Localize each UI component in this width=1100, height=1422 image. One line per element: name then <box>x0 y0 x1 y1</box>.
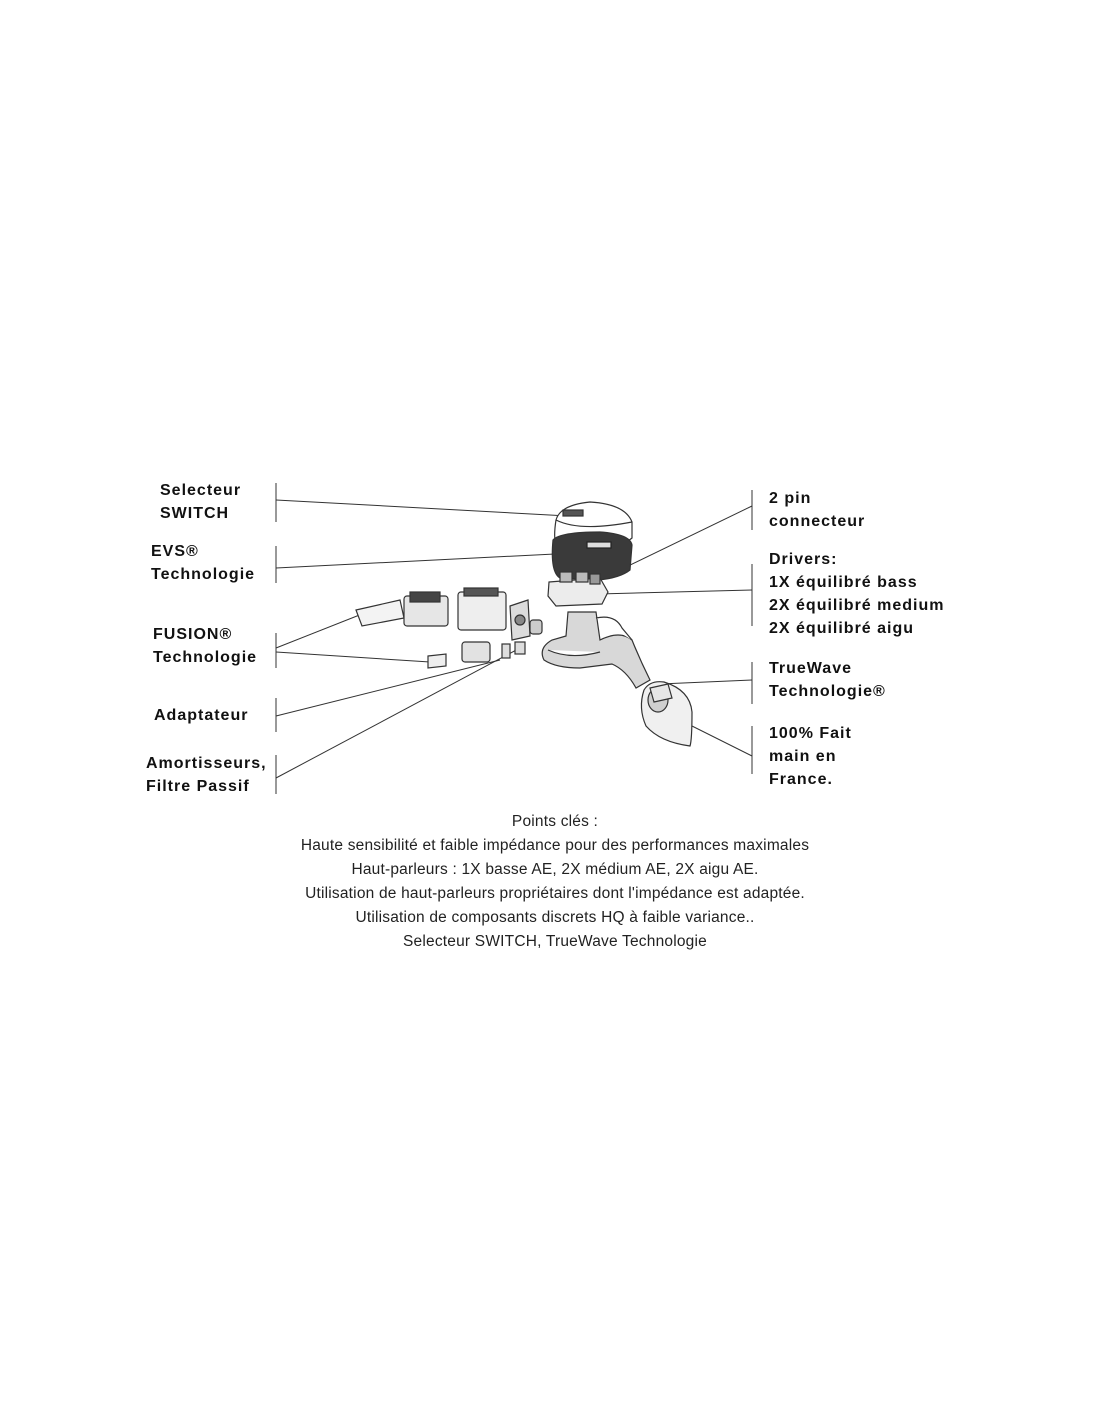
leader-truewave <box>660 680 752 684</box>
key-point-line: Selecteur SWITCH, TrueWave Technologie <box>403 933 707 950</box>
callout-fait-main-france: 100% Fait main en France. <box>769 725 852 788</box>
callout-adaptateur: Adaptateur <box>154 707 249 724</box>
leader-evs <box>276 554 555 568</box>
key-points-title: Points clés : <box>511 813 599 830</box>
callout-evs-technologie: EVS® Technologie <box>151 543 256 583</box>
key-point-line: Utilisation de haut-parleurs propriétaires dont l'impédance est adaptée. <box>305 885 805 902</box>
leader-amortisseurs <box>276 648 520 778</box>
key-point-line: Haute sensibilité et faible impédance pour des performances maximales <box>300 837 810 854</box>
switch-part <box>563 510 583 516</box>
callout-fusion-technologie: FUSION® Technologie <box>153 626 258 666</box>
fusion-module-b <box>458 592 506 630</box>
callout-truewave-technologie: TrueWave Technologie® <box>769 660 886 700</box>
key-point-line: Utilisation de composants discrets HQ à faible variance.. <box>355 909 755 926</box>
leader-fusion-a <box>276 614 362 648</box>
leader-fusion-b <box>276 652 430 662</box>
leader-selecteur <box>276 500 568 516</box>
leader-drivers <box>598 590 752 594</box>
leader-adaptateur <box>276 660 500 716</box>
callout-selecteur-switch: Selecteur SWITCH <box>160 482 242 522</box>
shell-lower-part <box>542 612 650 688</box>
key-point-line: Haut-parleurs : 1X basse AE, 2X médium AE, 2X aigu AE. <box>351 861 759 878</box>
key-points <box>150 810 960 954</box>
leader-france <box>684 722 752 756</box>
damper-part <box>515 642 525 654</box>
callout-drivers: Drivers: 1X équilibré bass 2X équilibré medium 2X équilibré aigu <box>769 551 945 637</box>
callout-amortisseurs-filtre: Amortisseurs, Filtre Passif <box>146 755 267 795</box>
adaptateur-part <box>428 654 446 668</box>
callout-2-pin-connecteur: 2 pin connecteur <box>769 490 866 530</box>
bracket-part <box>356 600 404 626</box>
earphone-parts <box>356 502 692 746</box>
resistor-part <box>462 642 490 662</box>
